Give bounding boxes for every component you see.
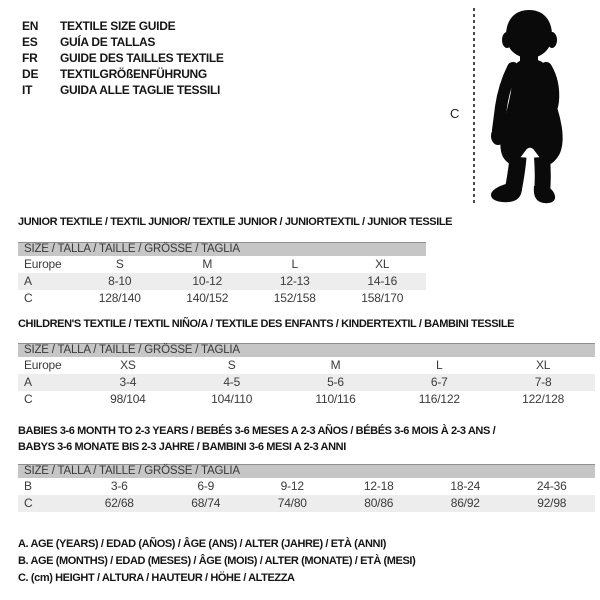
row-label: Europe bbox=[24, 358, 62, 372]
table-cell: 4-5 bbox=[223, 375, 241, 389]
children-section-title: CHILDREN'S TEXTILE / TEXTIL NIÑO/A / TEXTILE DES ENFANTS / KINDERTEXTIL / BAMBINI TESSILE bbox=[18, 318, 515, 330]
height-measure-label: C bbox=[450, 106, 460, 121]
legend-notes bbox=[18, 536, 415, 587]
table-cell: 24-36 bbox=[536, 479, 567, 493]
note-height-cm: C. (cm) HEIGHT / ALTURA / HAUTEUR / HÖHE / ALTEZZA bbox=[18, 572, 295, 584]
lang-code: ES bbox=[22, 35, 38, 49]
lang-row-de bbox=[22, 66, 224, 82]
lang-title: GUÍA DE TALLAS bbox=[60, 35, 156, 49]
table-cell: 74/80 bbox=[277, 496, 307, 510]
table-cell: 116/122 bbox=[418, 392, 460, 406]
table-cell: XS bbox=[120, 358, 136, 372]
table-cell: 12-18 bbox=[363, 479, 394, 493]
babies-size-table bbox=[18, 464, 595, 512]
table-cell: 122/128 bbox=[522, 392, 565, 406]
lang-row-es bbox=[22, 34, 224, 50]
size-header-bar: SIZE / TALLA / TAILLE / GRÖSSE / TAGLIA bbox=[18, 242, 426, 256]
babies-section-title bbox=[18, 423, 495, 455]
table-cell: M bbox=[330, 358, 341, 372]
lang-title: GUIDE DES TAILLES TEXTILE bbox=[60, 51, 224, 65]
lang-code: FR bbox=[22, 51, 38, 65]
table-cell: 98/104 bbox=[110, 392, 146, 406]
note-age-years: A. AGE (YEARS) / EDAD (AÑOS) / ÂGE (ANS) / ALTER (JAHRE) / ETÀ (ANNI) bbox=[18, 538, 386, 550]
toddler-silhouette-icon bbox=[478, 7, 586, 207]
children-size-table bbox=[18, 343, 595, 408]
table-cell: 86/92 bbox=[450, 496, 480, 510]
table-cell: 9-12 bbox=[280, 479, 304, 493]
lang-code: DE bbox=[22, 67, 39, 81]
table-cell: 3-4 bbox=[119, 375, 137, 389]
size-header-bar: SIZE / TALLA / TAILLE / GRÖSSE / TAGLIA bbox=[18, 343, 595, 357]
table-cell: 14-16 bbox=[367, 274, 398, 288]
lang-row-fr bbox=[22, 50, 224, 66]
row-label: A bbox=[24, 274, 32, 288]
junior-size-table bbox=[18, 242, 426, 307]
table-cell: XL bbox=[375, 257, 390, 271]
table-cell: 5-6 bbox=[327, 375, 344, 389]
language-list bbox=[22, 18, 224, 98]
table-cell: L bbox=[436, 358, 443, 372]
table-cell: 62/68 bbox=[104, 496, 134, 510]
table-cell: S bbox=[115, 257, 124, 271]
table-cell: 18-24 bbox=[450, 479, 481, 493]
table-cell: 104/110 bbox=[211, 392, 253, 406]
table-cell: L bbox=[291, 257, 298, 271]
table-row bbox=[18, 374, 595, 391]
lang-code: EN bbox=[22, 19, 39, 33]
lang-title: TEXTILE SIZE GUIDE bbox=[60, 19, 176, 33]
junior-section-title: JUNIOR TEXTILE / TEXTIL JUNIOR/ TEXTILE JUNIOR / JUNIORTEXTIL / JUNIOR TESSILE bbox=[18, 216, 453, 228]
table-cell: 7-8 bbox=[534, 375, 552, 389]
babies-title-line2: BABYS 3-6 MONATE BIS 2-3 JAHRE / BAMBINI 3-6 MESI A 2-3 ANNI bbox=[18, 441, 346, 453]
table-cell: 10-12 bbox=[192, 274, 223, 288]
row-label: A bbox=[24, 375, 32, 389]
table-row bbox=[18, 256, 426, 273]
table-row bbox=[18, 357, 595, 374]
row-label: Europe bbox=[24, 257, 62, 271]
row-label: C bbox=[24, 496, 33, 510]
note-age-months: B. AGE (MONTHS) / EDAD (MESES) / ÂGE (MOIS) / ALTER (MONATE) / ETÀ (MESI) bbox=[18, 555, 416, 567]
table-cell: 3-6 bbox=[110, 479, 128, 493]
table-cell: 12-13 bbox=[279, 274, 310, 288]
table-cell: 68/74 bbox=[191, 496, 221, 510]
table-cell: 110/116 bbox=[315, 392, 356, 406]
table-cell: 152/158 bbox=[273, 291, 316, 305]
table-row bbox=[18, 290, 426, 307]
table-row bbox=[18, 273, 426, 290]
lang-row-it bbox=[22, 82, 224, 98]
table-cell: 158/170 bbox=[361, 291, 404, 305]
table-cell: M bbox=[202, 257, 213, 271]
row-label: C bbox=[24, 291, 33, 305]
table-cell: 80/86 bbox=[364, 496, 394, 510]
table-cell: 6-7 bbox=[430, 375, 448, 389]
lang-row-en bbox=[22, 18, 224, 34]
table-row bbox=[18, 495, 595, 512]
table-cell: S bbox=[227, 358, 236, 372]
lang-code: IT bbox=[22, 83, 33, 97]
size-header-bar: SIZE / TALLA / TAILLE / GRÖSSE / TAGLIA bbox=[18, 464, 595, 478]
table-row bbox=[18, 391, 595, 408]
table-row bbox=[18, 478, 595, 495]
table-cell: 8-10 bbox=[108, 274, 132, 288]
babies-title-line1: BABIES 3-6 MONTH TO 2-3 YEARS / BEBÉS 3-6 MESES A 2-3 AÑOS / BÉBÉS 3-6 MOIS À 2-3 ANS / bbox=[18, 425, 496, 437]
table-cell: 140/152 bbox=[186, 291, 229, 305]
table-cell: 128/140 bbox=[98, 291, 141, 305]
height-measure-dashed-line bbox=[473, 8, 475, 206]
row-label: C bbox=[24, 392, 33, 406]
lang-title: GUIDA ALLE TAGLIE TESSILI bbox=[60, 83, 221, 97]
table-cell: 92/98 bbox=[537, 496, 567, 510]
table-cell: 6-9 bbox=[197, 479, 215, 493]
row-label: B bbox=[24, 479, 32, 493]
table-cell: XL bbox=[535, 358, 551, 372]
lang-title: TEXTILGRÖßENFÜHRUNG bbox=[60, 67, 207, 81]
